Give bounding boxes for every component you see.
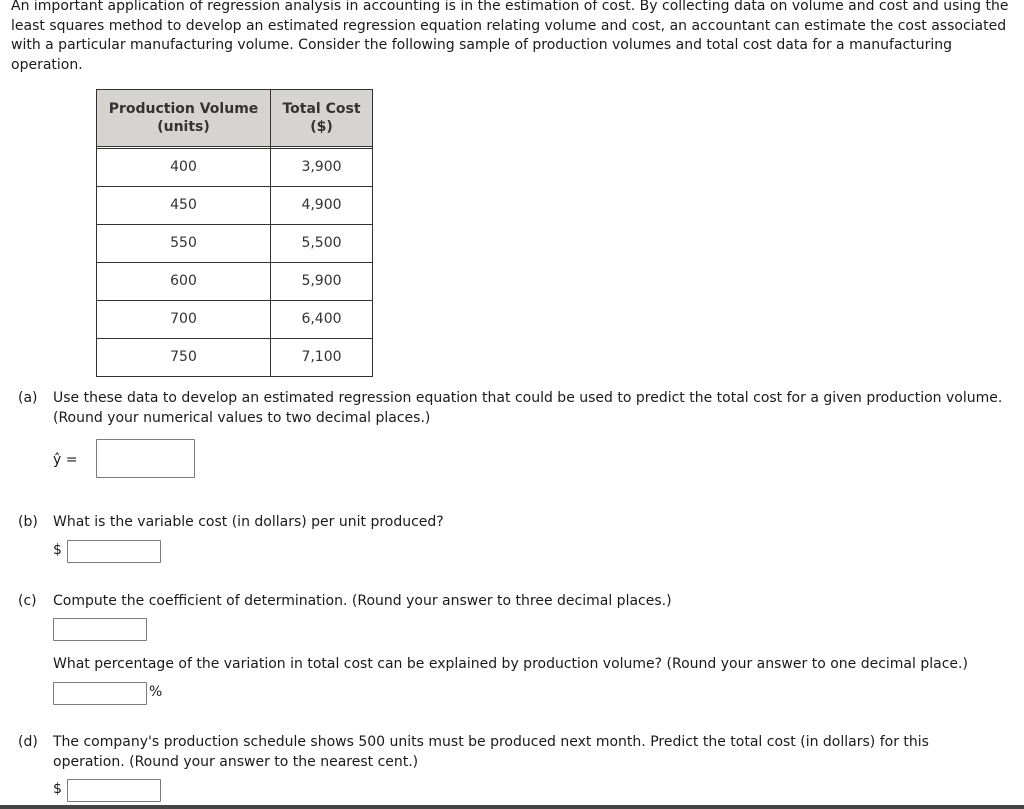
- volume-cell: 600: [97, 263, 271, 301]
- predicted-total-cost-input[interactable]: [67, 779, 161, 802]
- percent-sign: %: [149, 684, 163, 700]
- table-row: [97, 149, 373, 187]
- question-c-label: (c): [18, 593, 37, 609]
- question-c-followup: What percentage of the variation in total cost can be explained by production volume? (Round your answer to one decimal place.): [53, 656, 968, 672]
- question-c-text: Compute the coefficient of determination. (Round your answer to three decimal places.): [53, 593, 672, 609]
- y-hat-equals: ŷ =: [53, 452, 78, 468]
- question-b-text: What is the variable cost (in dollars) per unit produced?: [53, 514, 444, 530]
- bottom-border: [0, 805, 1024, 809]
- variable-cost-input[interactable]: [67, 540, 161, 563]
- question-a-label: (a): [18, 390, 38, 406]
- volume-cell: 450: [97, 187, 271, 225]
- dollar-sign: $: [53, 781, 62, 797]
- volume-cell: 700: [97, 301, 271, 339]
- dollar-sign: $: [53, 542, 62, 558]
- cost-cell: 6,400: [271, 301, 373, 339]
- header-total-cost: [271, 90, 373, 147]
- question-b-label: (b): [18, 514, 38, 530]
- question-d-text: The company's production schedule shows 500 units must be produced next month. Predict the total cost (in dollars) for this operation. (Round your answer to the nearest cent.): [53, 734, 929, 770]
- coefficient-determination-input[interactable]: [53, 618, 147, 641]
- cost-cell: 4,900: [271, 187, 373, 225]
- table-row: [97, 187, 373, 225]
- cost-cell: 3,900: [271, 149, 373, 187]
- table-row: [97, 263, 373, 301]
- volume-cell: 400: [97, 149, 271, 187]
- question-d-label: (d): [18, 734, 38, 750]
- table-header-row: [97, 90, 373, 147]
- cost-cell: 7,100: [271, 339, 373, 377]
- table-row: [97, 225, 373, 263]
- volume-cell: 550: [97, 225, 271, 263]
- header-cost-line1: Total Cost: [282, 101, 361, 117]
- regression-equation-input[interactable]: [96, 439, 195, 478]
- header-production-volume: [97, 90, 271, 147]
- header-volume-line1: Production Volume: [108, 101, 259, 117]
- header-volume-line2: (units): [157, 119, 210, 135]
- table-row: [97, 339, 373, 377]
- table-row: [97, 301, 373, 339]
- header-cost-line2: ($): [310, 119, 333, 135]
- percentage-input[interactable]: [53, 682, 147, 705]
- volume-cell: 750: [97, 339, 271, 377]
- cost-cell: 5,500: [271, 225, 373, 263]
- data-table: [96, 89, 373, 377]
- cost-cell: 5,900: [271, 263, 373, 301]
- intro-paragraph: An important application of regression analysis in accounting is in the estimation of cost. By collecting data on volume and cost and using the least squares method to develop an estimated regression equation relating volume and cost, an accountant can estimate the cost associated with a particular manufacturing volume. Consider the following sample of production volumes and total cost data for a manufacturing operation.: [11, 0, 1009, 73]
- question-a-text: Use these data to develop an estimated regression equation that could be used to predict the total cost for a given production volume. (Round your numerical values to two decimal places.): [53, 390, 1003, 426]
